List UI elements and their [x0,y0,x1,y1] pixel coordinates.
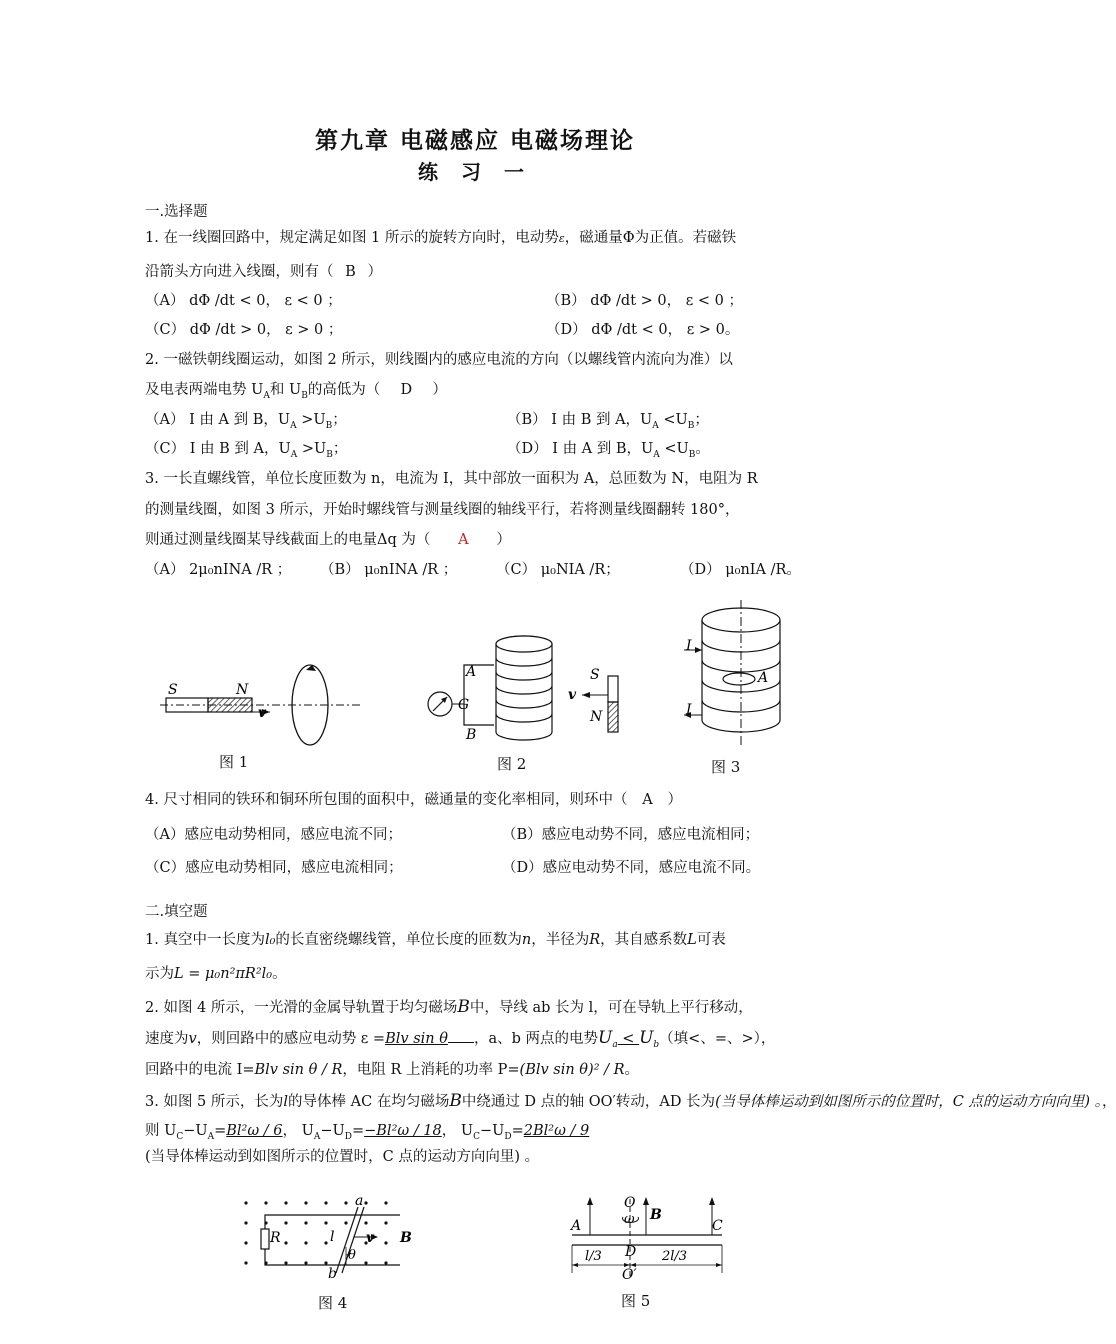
fig5-2l3-label: 2l/3 [662,1249,688,1264]
q2-close: ） [432,382,447,398]
q1-option-b: （B） dΦ /dt > 0， ε < 0 ； [546,293,743,309]
fig5-omega-label: ω [624,1212,635,1227]
q2-sub-b: B [301,390,308,401]
fig2-b-label: B [466,727,477,743]
fig1-v-label: v [258,705,267,721]
fig4-a-label: a [355,1193,364,1209]
q3-option-d: （D） μ₀nIA /R。 [680,562,801,578]
q1-stem-text-b: ，磁通量Φ为正值。若磁铁 [564,230,737,246]
fig5-o-label: O [624,1195,636,1211]
fig4-v-label: v [366,1230,375,1246]
section-fill-heading: 二.填空题 [145,904,208,920]
figure-4 [240,1193,420,1283]
fig2-s-label: S [590,667,600,683]
q4-answer: A [642,792,653,808]
q2-option-d: （D） I 由 A 到 B，$U_A <U_B$。 [507,441,710,460]
q2-sub-a: A [263,390,270,401]
f2-emf-answer: Blv sin θ [385,1031,448,1047]
fig4-l-label: l [330,1229,335,1245]
f1-formula: L = μ₀n²πR²l₀ [174,966,273,982]
f2-line1: 2. 如图 4 所示，一光滑的金属导轨置于均匀磁场B中，导线 ab 长为 l，可在导轨上平行移动， [145,997,753,1017]
fig1-s-label: S [168,682,178,698]
q4-stem-text: 4. 尺寸相同的铁环和铜环所包围的面积中，磁通量的变化率相同，则环中（ [145,792,628,808]
f2-compare-answer: < [617,1031,640,1047]
f2-current-answer: Blv sin θ / R [254,1062,343,1078]
fig5-l3-label: l/3 [585,1249,602,1264]
fig4-b-label: B [400,1230,412,1246]
q1-stem-line2 [145,260,382,281]
chapter-title: 第九章 电磁感应 电磁场理论 [314,127,635,154]
fig2-v-label: v [568,687,577,703]
q4-option-c: （C）感应电动势相同，感应电流相同； [145,860,403,876]
fig5-d-label: D [625,1244,637,1260]
q4-option-b: （B）感应电动势不同，感应电流相同； [502,827,760,843]
q2-option-c: （C） I 由 B 到 A，$U_A >U_B$； [145,441,348,460]
q3-stem-line1: 3. 一长直螺线管，单位长度匝数为 n，电流为 I，其中部放一面积为 A，总匝数为 N，电阻为 R [145,471,758,487]
q1-stem-text: 1. 在一线圈回路中，规定满足如图 1 所示的旋转方向时，电动势 [145,230,559,246]
fig2-g-label: G [458,697,470,713]
fig3-i-top-label: I [686,638,692,654]
f2-line2: 速度为v，则回路中的感应电动势 ε =Blv sin θ ，a、b 两点的电势$U_a < U_b$（填<、=、>）， [145,1028,776,1050]
section-choice-heading: 一.选择题 [145,204,208,220]
fig3-caption: 图 3 [711,758,741,776]
fig5-oprime-label: O′ [622,1267,637,1283]
q3-stem-text: 则通过测量线圈某导线截面上的电量Δq 为（ [145,532,431,548]
q2-stem-text: 及电表两端电势 U [145,382,264,398]
f3-line2: 则 $U_C-U_A=Bl^2\omega / 6$， $U_A-U_D=-Bl^2\omega / 18$， $U_C-U_D=2Bl^2\omega / 9$ [145,1123,590,1142]
fig5-c-label: C [712,1218,723,1234]
q1-close: ） [367,264,382,280]
q3-option-c: （C） μ₀NIA /R； [496,562,620,578]
q3-option-b: （B） μ₀nINA /R ； [320,562,458,578]
q2-stem-line2 [145,378,447,401]
q1-answer: B [345,264,356,280]
q1-option-c: （C） dΦ /dt > 0， ε > 0 ； [145,322,343,338]
q3-stem-line3 [145,528,511,549]
f2-power-answer: (Blv sin θ)² / R [519,1062,625,1078]
q1-option-d: （D） dΦ /dt < 0， ε > 0。 [546,322,740,338]
q2-option-a: （A） I 由 A 到 B，$U_A >U_B$； [145,412,347,431]
q1-stem-text2: 沿箭头方向进入线圈，则有（ [145,264,334,280]
fig4-theta-label: θ [348,1248,356,1263]
q3-option-a: （A） 2μ₀nINA /R ； [145,562,292,578]
fig1-caption: 图 1 [219,753,249,771]
fig2-n-label: N [590,709,603,725]
figure-3 [676,598,826,748]
f1-line2: 示为L = μ₀n²πR²l₀。 [145,966,287,982]
figure-2 [424,620,624,743]
q3-stem-line2: 的测量线圈，如图 3 所示，开始时螺线管与测量线圈的轴线平行，若将测量线圈翻转 180°， [145,502,740,518]
fig4-caption: 图 4 [318,1294,348,1312]
q1-eps: ε [558,232,565,245]
q4-close: ） [667,792,682,808]
f3-ucd-answer: 2Bl²ω / 9 [523,1123,590,1139]
q2-stem-line1: 2. 一磁铁朝线圈运动，如图 2 所示，则线圈内的感应电流的方向（以螺线管内流向为准）以 [145,352,733,368]
q4-stem [145,788,682,809]
fig5-b-label: B [650,1207,662,1223]
figure-1 [160,660,360,750]
exercise-subtitle: 练 习 一 [418,160,532,184]
fig1-n-label: N [236,682,249,698]
fig3-i-bottom-label: I [686,702,692,718]
q1-option-a: （A） dΦ /dt < 0， ε < 0 ； [145,293,342,309]
f1-line1: 1. 真空中一长度为l₀的长直密绕螺线管，单位长度的匝数为n，半径为R，其自感系数L可表 [145,932,726,948]
q2-stem-mid: 和 U [269,382,302,398]
q4-option-a: （A）感应电动势相同，感应电流不同； [145,827,402,843]
q2-stem-end: 的高低为（ [307,382,381,398]
fig2-caption: 图 2 [497,755,527,773]
figure-5 [568,1193,748,1283]
f3-uca-answer: Bl²ω / 6 [226,1123,283,1139]
fig2-a-label: A [466,664,477,680]
q3-answer: A [458,532,469,548]
fig4-b-point-label: b [328,1266,337,1282]
fig3-a-label: A [758,670,769,686]
fig5-caption: 图 5 [621,1292,651,1310]
f3-line3: (当导体棒运动到如图所示的位置时，C 点的运动方向向里) 。 [145,1149,540,1165]
q4-option-d: （D）感应电动势不同，感应电流不同。 [502,860,761,876]
q2-answer: D [400,382,413,398]
f2-line3: 回路中的电流 I=Blv sin θ / R，电阻 R 上消耗的功率 P=(Blv sin θ)² / R。 [145,1062,640,1078]
fig4-r-label: R [270,1230,281,1246]
f3-uad-answer: −Bl²ω / 18 [364,1123,442,1139]
f3-line1: 3. 如图 5 所示，长为l的导体棒 AC 在均匀磁场B中绕通过 D 点的轴 OO′转动，AD 长为(当导体棒运动到如图所示的位置时，C 点的运动方向向里) 。， [145,1091,1116,1111]
q3-close: ） [496,532,511,548]
q1-stem-line1 [145,226,736,247]
q2-option-b: （B） I 由 B 到 A，$U_A <U_B$； [507,412,709,431]
fig5-a-label: A [571,1218,582,1234]
